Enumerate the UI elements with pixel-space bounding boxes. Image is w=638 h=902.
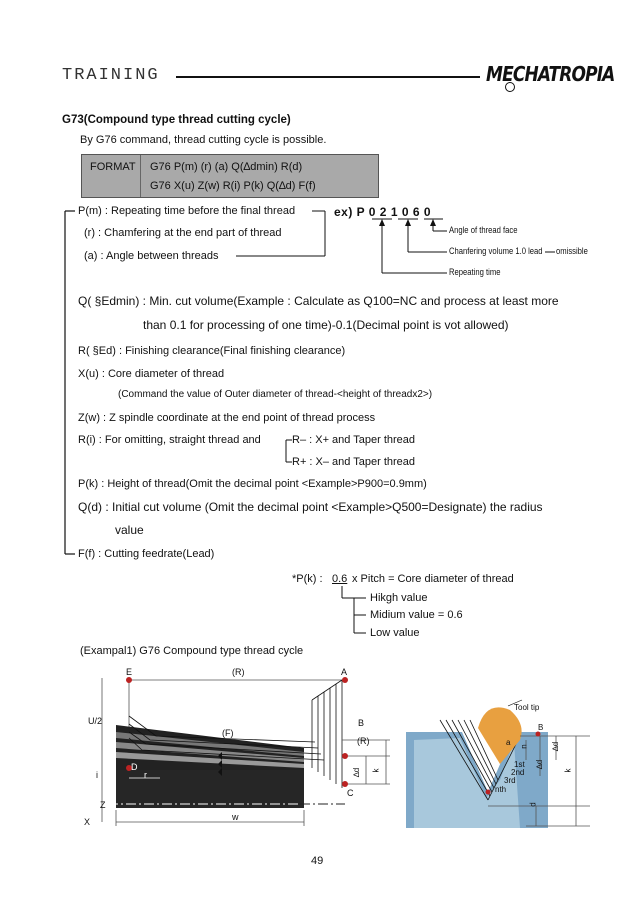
d1-label-A: A [341, 667, 348, 677]
d2-label-1st: 1st [514, 760, 525, 769]
param-ri-minus: R– : X+ and Taper thread [292, 434, 416, 446]
header-title: TRAINING [62, 66, 160, 85]
param-q-line2: than 0.1 for processing of one time)-0.1(Decimal point is vot allowed) [143, 318, 509, 332]
note-value: 0.6 [332, 573, 348, 585]
param-ff: F(f) : Cutting feedrate(Lead) [78, 548, 215, 560]
format-line-1: G76 P(m) (r) (a) Q(∆dmin) R(d) [150, 161, 303, 173]
param-rd: R( §Ed) : Finishing clearance(Final finishing clearance) [78, 345, 346, 357]
mechatropia-logo: MECHATROPIA [486, 62, 615, 86]
note-high: Hikgh value [370, 592, 428, 604]
d2-label-2nd: 2nd [511, 768, 525, 777]
param-qd-line1: Q(d) : Initial cut volume (Omit the decimal point <Example>Q500=Designate) the radius [78, 500, 543, 514]
example1-title: (Exampal1) G76 Compound type thread cycle [80, 645, 304, 657]
d2-label-n: n [519, 744, 529, 749]
d2-label-dd: ∆d [551, 741, 561, 752]
d1-label-U2: U/2 [88, 716, 103, 726]
d2-label-k: k [563, 768, 573, 773]
param-pk: P(k) : Height of thread(Omit the decimal point <Example>P900=0.9mm) [78, 478, 427, 490]
example-code: ex) P 0 2 1 0 6 0 [334, 205, 432, 219]
d1-label-F: (F) [222, 728, 234, 738]
d2-label-d: d [528, 802, 538, 807]
d1-label-E: E [126, 667, 133, 677]
param-qd-line2: value [115, 523, 144, 537]
d2-label-dd2: ∆d [535, 759, 545, 770]
d2-label-3rd: 3rd [504, 776, 516, 785]
example-chamfer-label: Chanfering volume 1.0 lead [449, 246, 543, 256]
d1-label-k: k [371, 768, 381, 773]
param-q-line1: Q( §Edmin) : Min. cut volume(Example : Calculate as Q100=NC and process at least more [78, 294, 559, 308]
d2-label-nth: nth [495, 785, 507, 794]
d1-label-i: i [96, 770, 98, 780]
note-prefix: *P(k) : [292, 573, 323, 585]
param-r: (r) : Chamfering at the end part of thread [84, 227, 282, 239]
d2-label-tooltip: Tool tip [514, 703, 540, 712]
d1-label-w: w [232, 812, 239, 822]
format-line-2: G76 X(u) Z(w) R(i) P(k) Q(∆d) F(f) [150, 180, 316, 192]
param-pm: P(m) : Repeating time before the final thread [78, 205, 296, 217]
section-heading: G73(Compound type thread cutting cycle) [62, 114, 291, 126]
format-label: FORMAT [90, 161, 136, 173]
d1-label-X: X [84, 817, 91, 827]
d2-label-B: B [538, 723, 544, 732]
intro-text: By G76 command, thread cutting cycle is possible. [80, 134, 327, 146]
param-a: (a) : Angle between threads [84, 250, 219, 262]
param-xu-line2: (Command the value of Outer diameter of thread-<height of threadx2>) [118, 389, 433, 400]
note-low: Low value [370, 627, 420, 639]
example-repeat-label: Repeating time [449, 267, 501, 277]
param-ri: R(i) : For omitting, straight thread and [78, 434, 261, 446]
d1-label-dd: ∆d [352, 767, 362, 778]
param-ri-plus: R+ : X– and Taper thread [292, 456, 416, 468]
note-mid: Midium value = 0.6 [370, 609, 463, 621]
d1-label-R2: (R) [357, 736, 370, 746]
d1-label-C: C [347, 788, 354, 798]
example-angle-label: Angle of thread face [449, 225, 518, 235]
note-suffix: x Pitch = Core diameter of thread [352, 573, 514, 585]
param-xu-line1: X(u) : Core diameter of thread [78, 368, 225, 380]
page-number: 49 [311, 855, 324, 867]
d1-label-R: (R) [232, 667, 245, 677]
d1-label-r: r [144, 770, 147, 780]
d2-label-a: a [506, 738, 511, 747]
d1-label-D: D [131, 762, 138, 772]
param-zw: Z(w) : Z spindle coordinate at the end point of thread process [78, 412, 376, 424]
d1-label-Z: Z [100, 800, 106, 810]
example-omissible-label: omissible [556, 246, 588, 256]
d1-label-B: B [358, 718, 365, 728]
